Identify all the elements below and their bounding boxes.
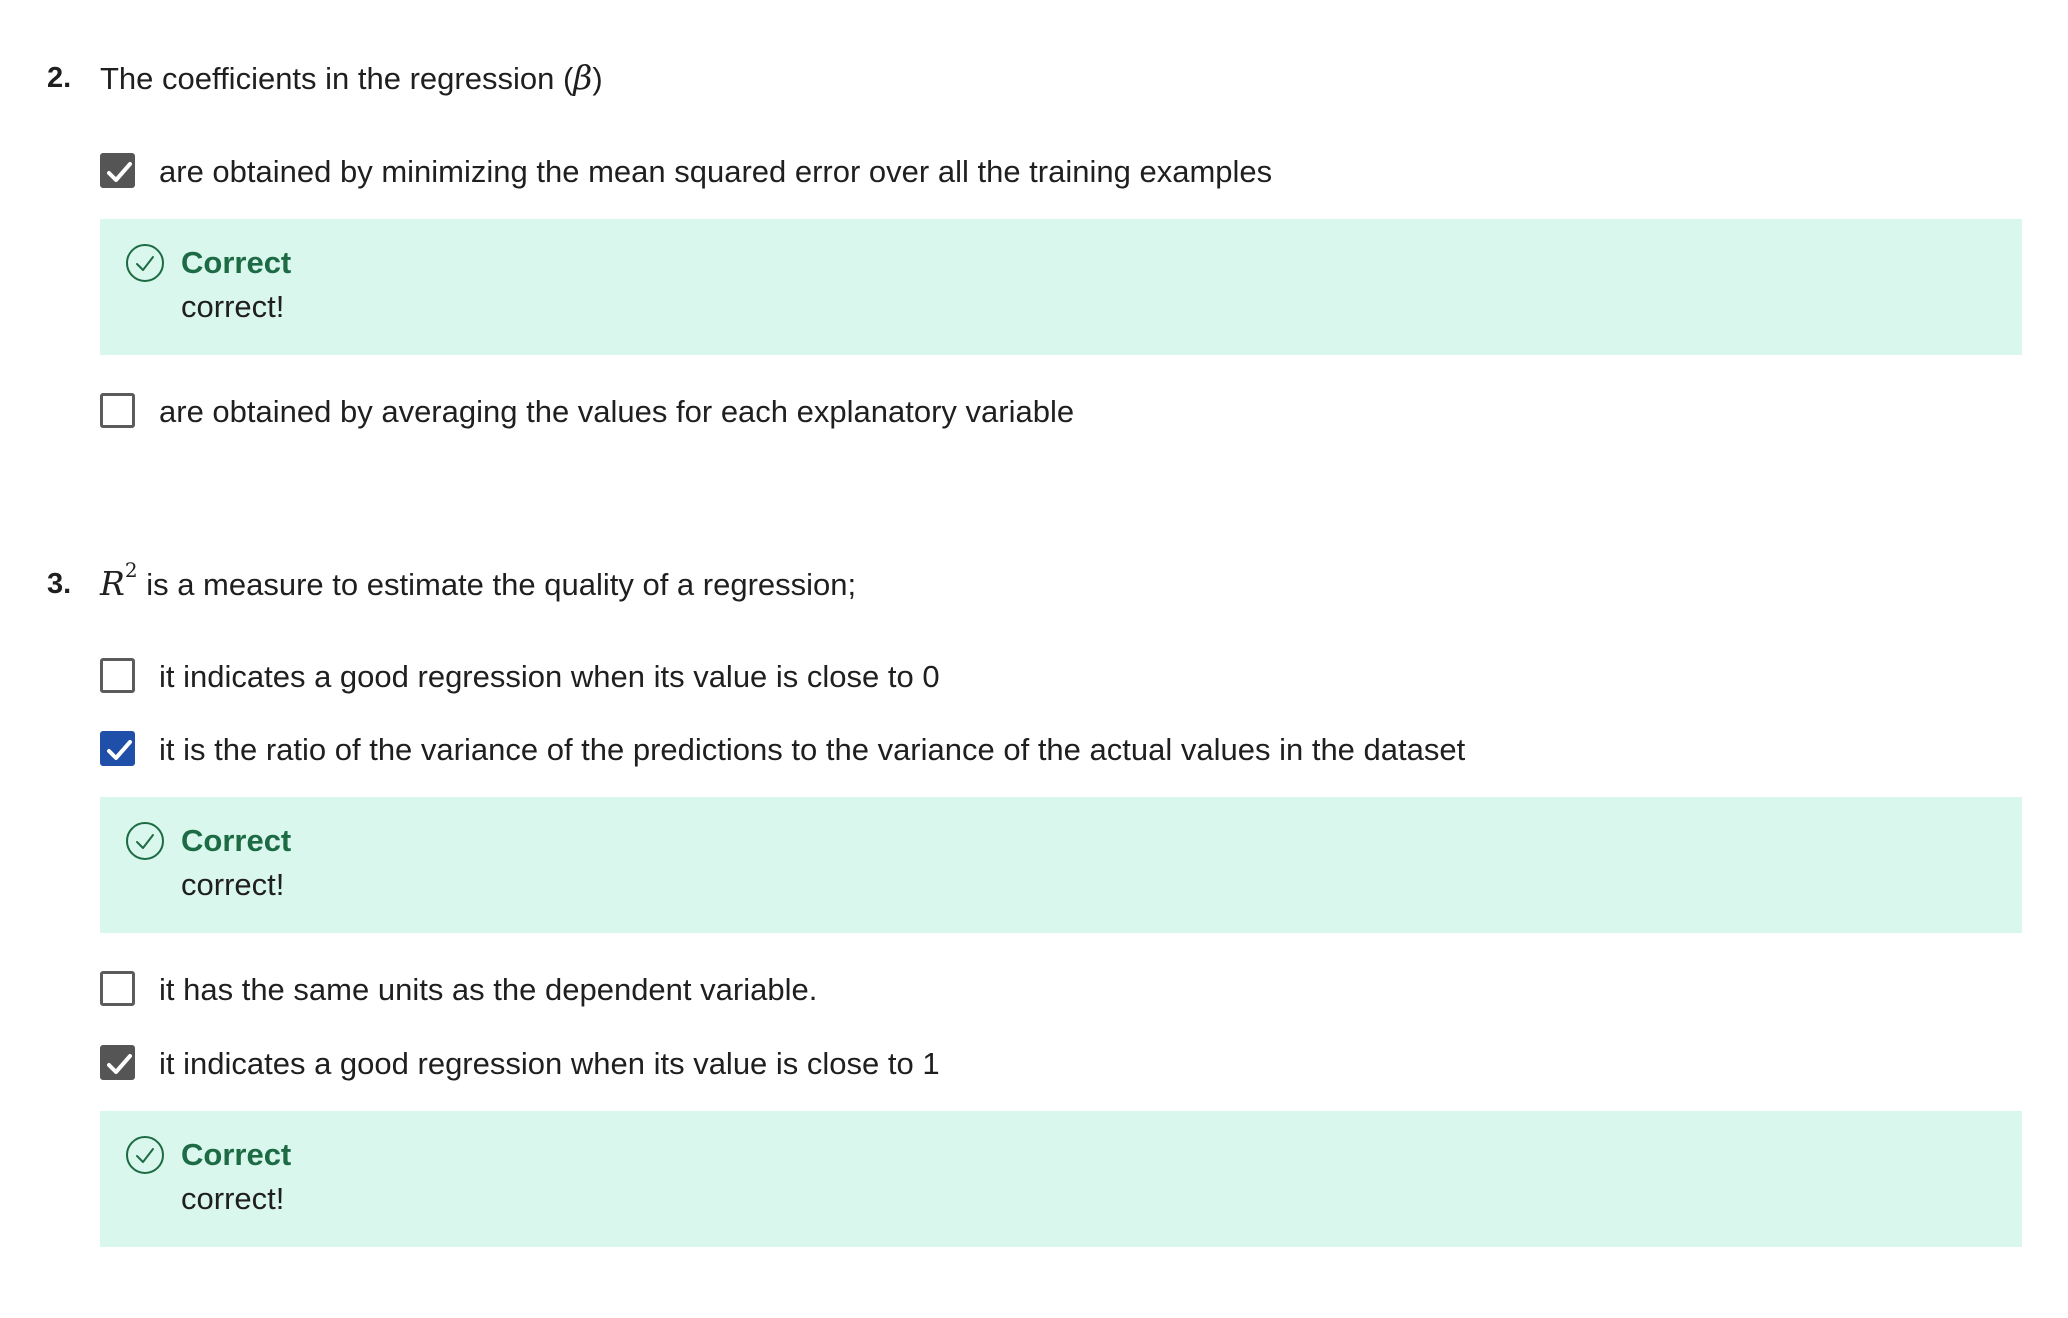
question-header	[0, 53, 2068, 103]
check-circle-icon	[125, 821, 165, 861]
prompt-text-end: )	[592, 61, 603, 96]
option-q2-2[interactable]	[100, 393, 2020, 433]
checkbox-checked[interactable]	[100, 153, 135, 188]
feedback-body: correct!	[181, 289, 285, 324]
option-label: are obtained by averaging the values for each explanatory variable	[159, 394, 1075, 429]
checkbox-checked[interactable]	[100, 731, 135, 766]
checkmark-icon	[106, 160, 133, 185]
question-3	[0, 559, 2068, 609]
question-prompt	[100, 53, 603, 104]
prompt-text: The coefficients in the regression (	[100, 61, 574, 96]
checkmark-icon	[106, 1052, 133, 1077]
r-symbol: R	[100, 564, 125, 603]
checkbox-checked[interactable]	[100, 1045, 135, 1080]
beta-symbol: β	[573, 58, 593, 97]
option-q3-1[interactable]	[100, 658, 2020, 698]
option-q3-2[interactable]	[100, 731, 2020, 771]
checkbox-unchecked[interactable]	[100, 658, 135, 693]
feedback-title: Correct	[181, 245, 292, 280]
prompt-text: is a measure to estimate the quality of a regression;	[137, 567, 857, 602]
question-number: 3.	[47, 568, 72, 600]
superscript-two: 2	[124, 558, 138, 582]
check-circle-icon	[125, 1135, 165, 1175]
feedback-body: correct!	[181, 1181, 285, 1216]
checkbox-unchecked[interactable]	[100, 393, 135, 428]
option-label: it has the same units as the dependent variable.	[159, 972, 818, 1007]
option-label: it is the ratio of the variance of the predictions to the variance of the actual values in the dataset	[159, 732, 1466, 767]
option-label: are obtained by minimizing the mean squared error over all the training examples	[159, 154, 1273, 189]
checkmark-icon	[106, 738, 133, 763]
option-q3-4[interactable]	[100, 1045, 2020, 1085]
question-number: 2.	[47, 62, 72, 94]
option-q3-3[interactable]	[100, 971, 2020, 1011]
option-q2-1[interactable]	[100, 153, 2020, 193]
question-2	[0, 53, 2068, 103]
checkbox-unchecked[interactable]	[100, 971, 135, 1006]
option-label: it indicates a good regression when its value is close to 0	[159, 659, 940, 694]
feedback-body: correct!	[181, 867, 285, 902]
feedback-correct	[100, 797, 2022, 933]
feedback-correct	[100, 219, 2022, 355]
check-circle-icon	[125, 243, 165, 283]
question-header	[0, 559, 2068, 609]
feedback-correct	[100, 1111, 2022, 1247]
r-squared-symbol	[100, 558, 138, 603]
feedback-title: Correct	[181, 823, 292, 858]
option-label: it indicates a good regression when its value is close to 1	[159, 1046, 940, 1081]
question-prompt	[100, 559, 856, 610]
feedback-title: Correct	[181, 1137, 292, 1172]
